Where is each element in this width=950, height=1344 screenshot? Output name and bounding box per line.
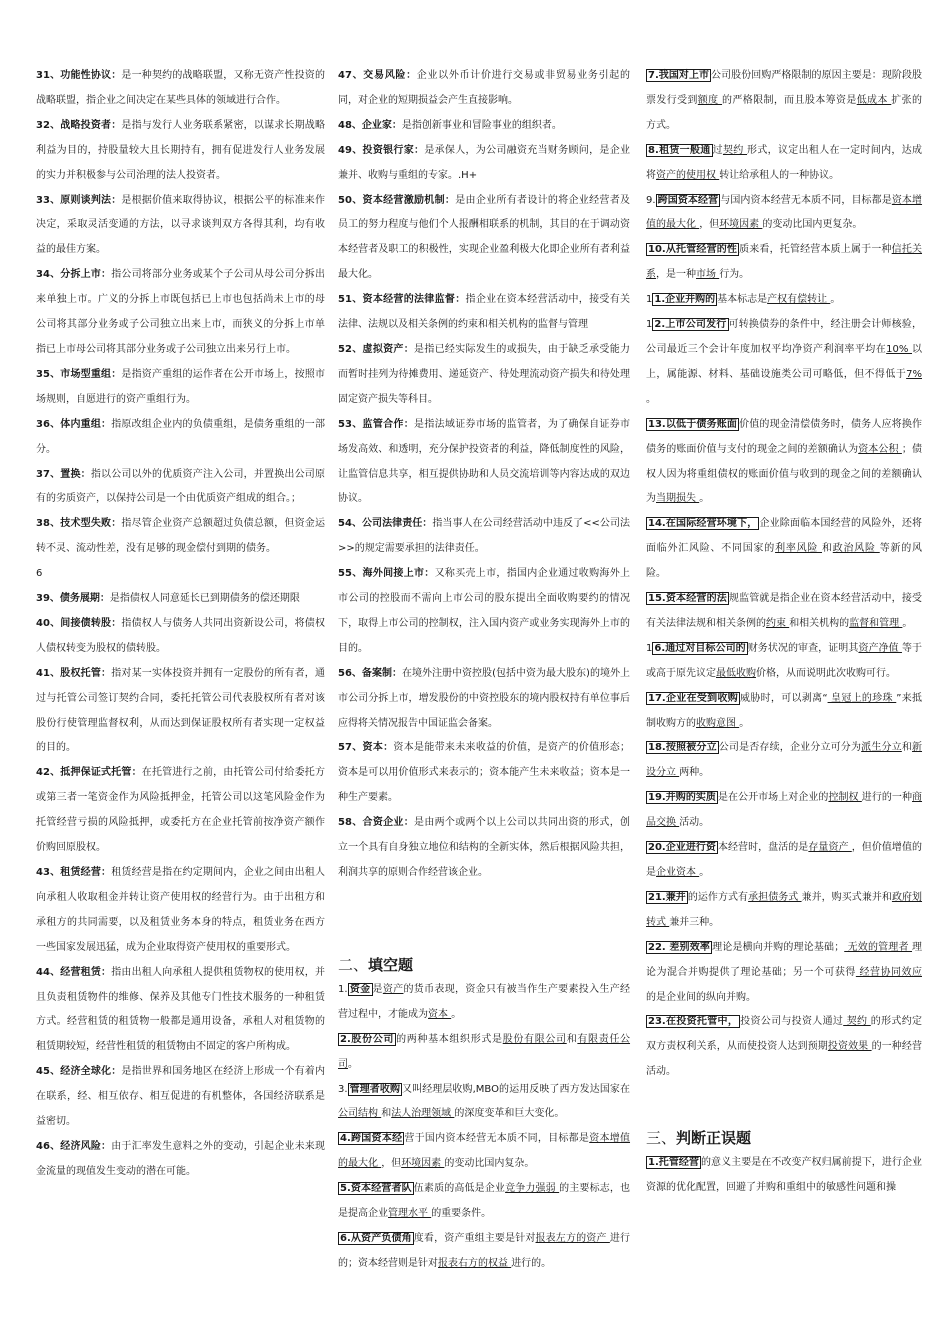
definition-body: 是指世界和国务地区在经济上形成一个有着内在联系，经、相互依存、相互促进的有机整体，各国经济联系是益密切。 [36, 1066, 325, 1128]
question-keyword: 15.资本经营的法 [648, 593, 727, 605]
question-text: 。 [699, 493, 710, 505]
definition-body: 是指已经实际发生的或损失，由于缺乏承受能力而暂时挂列为待摊费用、递延资产、待处理流动资产损失和待处理固定资产损失等科目。 [338, 343, 630, 405]
answer-blank: 监督和管理 [849, 617, 903, 629]
fill-in-question [646, 512, 922, 587]
definition-body: 又称买壳上市，指国内企业通过收购海外上市公司的控股而不需向上市公司的股东提出全面收购要约的情况下，取得上市公司的控制权，注入国内资产或业务实现海外上市的目的。 [338, 568, 630, 654]
section-number: 三、 [646, 1129, 677, 1148]
question-text: 。 [348, 1058, 358, 1070]
answer-blank: 低成本 [856, 94, 892, 106]
fill-in-question [338, 978, 630, 1028]
question-text: 等于或高于原先议定 [646, 642, 923, 679]
question-text: 的一种经营活动。 [646, 1041, 922, 1078]
question-text: 。 [739, 717, 750, 729]
question-text: 1 [646, 294, 653, 306]
answer-blank: 资本增值的最大化 [646, 194, 923, 231]
question-keyword: 4.跨国资本经 [340, 1133, 403, 1145]
question-text: 公司股份回购严格限制的原因主要是：现阶段股票发行受到 [646, 70, 922, 106]
question-text: 兼并三种。 [669, 916, 720, 928]
definition-body: 是根据价值来取得协议，根据公平的标准来作决定，采取灵活变通的方法，以寻求谈判双方各得其利，均有收益的最佳方案。 [36, 194, 325, 256]
fill-in-question [646, 836, 922, 886]
definition-term: 58、合资企业： [338, 817, 415, 829]
question-text: 与国内资本经营无本质不同，目标都是 [720, 194, 892, 206]
answer-blank: 控制权 [828, 792, 862, 804]
definition-term: 33、原则谈判法： [36, 194, 122, 206]
definition-entry [36, 512, 325, 562]
answer-blank: 法人治理领域 [391, 1108, 455, 1120]
answer-blank: 信托关系 [646, 244, 923, 281]
fill-in-question [646, 1010, 922, 1085]
question-text: 的深度变革和巨大变化。 [454, 1108, 565, 1120]
question-keyword: 8.租赁一般通 [648, 144, 711, 156]
question-text: 以上，属能源、材料、基础设施类公司可略低，但不得低于 [646, 343, 923, 380]
definition-body: 是承保人，为公司融资充当财务顾问，是企业兼并、收购与重组的专家。.H+ [338, 144, 630, 181]
definition-term: 32、战略投资者： [36, 119, 122, 131]
definition-body: 由于汇率发生意料之外的变动，引起企业未来现金流量的现值发生变动的潜在可能。 [36, 1140, 325, 1177]
definition-entry [36, 363, 325, 413]
answer-blank: 报表左方的资产 [535, 1232, 610, 1244]
true-false-question [646, 1151, 922, 1201]
question-keyword: 19.并购的实质 [648, 792, 716, 804]
question-text: 公司是否存续，企业分立可分为 [718, 742, 862, 754]
question-keyword: 17.企业在受到收购 [648, 692, 739, 704]
question-text: 度看，资产重组主要是针对 [413, 1232, 536, 1244]
column-middle [338, 64, 630, 1277]
answer-blank: 报表右方的权益 [438, 1257, 512, 1269]
definition-term: 45、经济全球化： [36, 1066, 122, 1078]
answer-blank: 收购意图 [696, 717, 740, 729]
fill-in-question [646, 139, 922, 189]
fill-in-question [338, 1078, 630, 1128]
definition-entry [36, 761, 325, 861]
definition-entry [36, 861, 325, 961]
answer-blank: 市场 [696, 269, 720, 281]
question-keyword: 1.企业并购的 [654, 294, 716, 306]
definition-entry [338, 562, 630, 662]
answer-blank: 无效的管理者 [844, 941, 913, 953]
definition-entry [36, 587, 325, 612]
question-keyword: 18.按照被分立 [648, 742, 717, 754]
answer-blank: 皇冠上的珍珠 [827, 692, 897, 704]
question-text: 本经营时，盘活的是 [717, 842, 809, 854]
answer-blank: 资产 [382, 983, 404, 995]
definition-term: 51、资本经营的法律监督： [338, 294, 466, 306]
fill-in-question [338, 1028, 630, 1078]
definition-term: 38、技术型失败： [36, 518, 122, 530]
fill-in-question [338, 1227, 630, 1277]
answer-blank: 商品交换 [646, 792, 923, 829]
question-keyword: 1.托管经营 [648, 1157, 699, 1169]
question-text: 是 [372, 983, 383, 995]
question-keyword: 6.从资产负债角 [340, 1232, 412, 1244]
answer-blank: 新设分立 [646, 742, 923, 779]
definition-term: 41、股权托管： [36, 667, 112, 679]
answer-blank: 经营协同效应 [855, 966, 922, 978]
question-text: 基本标志是 [717, 294, 768, 306]
question-text: 质来看，托管经营本质上属于一种 [739, 244, 892, 256]
definition-term: 34、分拆上市： [36, 269, 112, 281]
question-keyword: 14.在国际经营环境下， [648, 518, 758, 530]
answer-blank: 产权有偿转让 [767, 294, 831, 306]
answer-blank: 资产净值 [858, 642, 902, 654]
definition-term: 37、置换： [36, 468, 91, 480]
question-text: 伍素质的高低是企业 [413, 1183, 506, 1195]
fill-in-question [646, 786, 922, 836]
question-keyword: 10.从托管经营的性 [648, 244, 738, 256]
definition-term: 50、资本经营激励机制： [338, 194, 456, 206]
question-text: 两种。 [679, 767, 710, 779]
answer-blank: 当期损失 [656, 493, 700, 505]
question-text: 和 [822, 543, 833, 555]
definition-term: 35、市场型重组： [36, 368, 122, 380]
question-keyword: 7.我国对上市 [648, 70, 710, 81]
question-text: 威胁时，可以剥离“ [740, 692, 828, 704]
definition-term: 47、交易风险： [338, 70, 417, 81]
answer-blank: 公司结构 [338, 1108, 382, 1120]
question-keyword: 2.上市公司发行 [654, 319, 727, 331]
definition-term: 49、投资银行家： [338, 144, 425, 156]
definition-entry [338, 662, 630, 737]
definition-body: 是一种契约的战略联盟，又称无资产性投资的战略联盟，指企业之间决定在某些具体的领域进行合作。 [36, 70, 325, 106]
answer-blank: 有限责任公司 [338, 1033, 631, 1070]
answer-blank: 10% [886, 343, 913, 355]
question-text: 价格，从而说明此次收购可行。 [756, 667, 896, 679]
answer-blank: 额度 [697, 94, 723, 106]
answer-blank: 契约 [722, 144, 748, 156]
question-text: 的货币表现，资金只有被当作生产要素投入生产经营过程中，才能成为 [338, 983, 631, 1020]
column-left [36, 64, 325, 1185]
answer-blank: 资本 [428, 1008, 452, 1020]
definition-term: 31、功能性协议： [36, 70, 122, 81]
definition-body: 指以公司以外的优质资产注入公司，并置换出公司原有的劣质资产，以保持公司是一个由优质资产组成的组合。； [36, 468, 325, 505]
question-text: 过 [712, 144, 723, 156]
definition-term: 46、经济风险： [36, 1140, 112, 1152]
fill-in-question [646, 687, 922, 737]
question-text: 1. [338, 983, 348, 995]
definition-body: 是指资产重组的运作者在公开市场上，按照市场规则，自愿进行的资产重组行为。 [36, 368, 325, 405]
definition-term: 53、监管合作： [338, 418, 415, 430]
question-keyword: 23.在投资托管中， [648, 1016, 739, 1028]
definition-entry [36, 612, 325, 662]
definition-term: 36、体内重组： [36, 418, 112, 430]
definition-body: 是指债权人同意延长已到期债务的偿还期限 [109, 593, 300, 605]
question-keyword: 资金 [349, 983, 371, 995]
question-text: 理论为混合并购提供了理论基础；另一个可获得 [646, 941, 923, 978]
question-keyword: 管理者收购 [349, 1083, 401, 1095]
definition-body: 企业以外币计价进行交易或非贸易业务引起的同，对企业的短期损益会产生直接影响。 [338, 70, 631, 106]
definition-term: 43、租赁经营： [36, 867, 112, 878]
answer-blank: 约束 [766, 617, 790, 629]
definition-body: 资本是能带来未来收益的价值，是资产的价值形态；资本是可以用价值形式来表示的；资本能产生未来收益；资本是一种生产要素。 [338, 742, 631, 804]
definition-term: 40、间接债转股： [36, 617, 122, 629]
answer-blank: 承担债务式 [748, 891, 802, 903]
question-text: 等新的风险。 [646, 543, 922, 580]
question-text: 和相关机构的 [789, 617, 850, 629]
definition-body: 指原改组企业内的负债重组，是债务重组的一部分。 [36, 418, 325, 455]
definition-entry [338, 512, 630, 562]
definition-entry [36, 463, 325, 513]
question-text: ”来抵制收购方的 [646, 692, 923, 729]
answer-blank: 派生分立 [861, 742, 902, 754]
question-keyword: 6.通过对目标公司的 [654, 642, 746, 654]
fill-in-question [646, 886, 922, 936]
definition-entry [36, 1135, 325, 1185]
fill-in-question [646, 736, 922, 786]
question-keyword: 13.以低于债务账面 [648, 418, 738, 430]
definition-entry [36, 562, 325, 587]
answer-blank: 环境因素 [401, 1158, 445, 1170]
question-text: 又叫经理层收购,MBO的运用反映了西方发达国家在 [402, 1083, 630, 1095]
fill-in-question [646, 288, 922, 313]
question-text: 和 [566, 1033, 578, 1045]
answer-blank: 管理水平 [388, 1208, 432, 1220]
question-text: 活动。 [679, 817, 710, 829]
definition-term: 52、虚拟资产： [338, 343, 415, 355]
definition-entry [338, 288, 630, 338]
answer-blank: 投资效果 [827, 1041, 872, 1053]
definition-term: 54、公司法律责任： [338, 518, 433, 530]
question-text: 和 [381, 1108, 392, 1120]
question-text: 3. [338, 1083, 348, 1095]
question-keyword: 20.企业进行资 [648, 842, 716, 854]
definition-term: 57、资本： [338, 742, 394, 754]
answer-blank: 最低收购 [716, 667, 756, 679]
question-text: 进行的一种 [861, 792, 913, 804]
fill-in-question [646, 936, 922, 1011]
answer-blank: 竞争力强弱 [505, 1183, 560, 1195]
definition-entry [36, 413, 325, 463]
question-text: 财务状况的审查，证明其 [747, 642, 859, 654]
answer-blank: 资产的使用权 [656, 169, 720, 181]
definition-body: 是由两个或两个以上公司以共同出资的形式，创立一个具有自身独立地位和结构的全新实体，然后根据风险共担，利润共享的原则合作经营该企业。 [338, 817, 630, 878]
definition-body: 在境外注册中资控股(包括中资为最大股东)的境外上市公司分拆上市，增发股份的中资控股东的境内股权持有单位事后应得将关情况报告中国证监会备案。 [338, 667, 630, 729]
definition-term: 39、债务展期： [36, 593, 110, 605]
answer-blank: 利率风险 [775, 543, 823, 555]
definition-entry [338, 811, 630, 886]
definition-body: 在托管进行之前，由托管公司付给委托方或第三者一笔资金作为风险抵押金，托管公司以这笔风险金作为托管经营亏损的风险抵押，或委托方在企业托管前按净资产额作价购回原股权。 [36, 767, 325, 854]
question-text: ，但 [381, 1158, 402, 1170]
definition-entry [36, 64, 325, 114]
answer-blank: 资本增值的最大化 [338, 1133, 631, 1170]
question-text: ，但 [699, 219, 720, 231]
fill-in-question [646, 413, 922, 513]
question-text: 的意义主要是在不改变产权归属前提下，进行企业资源的优化配置，回避了并购和重组中的敏感性问题和操 [646, 1157, 922, 1194]
question-keyword: 跨国资本经营 [657, 194, 719, 206]
fill-in-question [646, 64, 922, 139]
question-text: 的变动比国内复杂。 [444, 1158, 535, 1170]
fill-in-question [646, 587, 922, 637]
definition-entry [338, 114, 630, 139]
definition-entry [36, 114, 325, 189]
definition-body: 指对某一实体投资并拥有一定股份的所有者，通过与托管公司签订契约合同，委托托管公司代表股权所有者对该股份行使管理监督权利，从而达到保证股权所有者实现一定权益的目的。 [36, 667, 325, 754]
answer-blank: 政府划转式 [646, 891, 923, 928]
definition-term: 48、企业家： [338, 119, 402, 131]
question-text: 。 [830, 294, 841, 306]
question-text: 的严格限制，而且股本筹资是 [722, 94, 857, 106]
fill-in-question [646, 637, 922, 687]
question-text: 可转换债券的条件中，经注册会计师核验，公司最近三个会计年度加权平均净资产利润率平均在 [646, 319, 922, 355]
section-heading-fill-in [338, 952, 630, 978]
question-text: 。 [451, 1008, 462, 1020]
definition-body: 是指与发行人业务联系紧密，以谋求长期战略利益为目的，持股量较大且长期持有，拥有促进发行人业务发展的实力并积极参与公司治理的法人投资者。 [36, 119, 325, 181]
definition-entry [338, 139, 630, 189]
question-text: 形式，议定出租人在一定时间内，达成将 [646, 144, 922, 181]
answer-blank: 环境因素 [719, 219, 763, 231]
question-text: 进行的；资本经营则是针对 [338, 1232, 631, 1269]
answer-blank: 资本公积 [858, 443, 902, 455]
definition-entry [338, 413, 630, 513]
question-keyword: 22. 差别效率 [648, 941, 711, 953]
question-keyword: 2.股份公司 [340, 1033, 395, 1045]
question-text: 的形式约定双方责权利关系，从而使投资人达到预期 [646, 1016, 922, 1053]
question-text: 。 [699, 867, 710, 878]
question-text: 营于国内资本经营无本质不同，目标都是 [404, 1133, 590, 1145]
definition-body: 指由出租人向承租人提供租赁物权的使用权，并且负责租赁物件的维修、保养及其他专门性技术服务的一种租赁方式。经营租赁的租赁物一般都是通用设备，承租人对租赁物的租赁期较短，经营性租赁的租赁物由不固定的客户所构成。 [36, 966, 325, 1053]
question-text: 的运作方式有 [687, 891, 749, 903]
definition-body: 指企业在资本经营活动中，接受有关法律、法规以及相关条例的约束和相关机构的监督与管理 [338, 294, 631, 331]
definition-term: 55、海外间接上市： [338, 568, 435, 580]
fill-in-question [646, 189, 922, 239]
definition-term: 56、备案制： [338, 667, 402, 679]
fill-in-question [338, 1177, 630, 1227]
definition-entry [36, 189, 325, 264]
answer-blank: 7% [906, 368, 922, 380]
definition-entry [338, 736, 630, 811]
definition-entry [36, 1060, 325, 1135]
section-heading-true-false [646, 1125, 922, 1151]
question-text: 规监管就是指企业在资本经营活动中，接受有关法律法规和相关条例的 [646, 593, 923, 629]
question-text: 和 [901, 742, 913, 754]
question-text: 的主要标志，也是提高企业 [338, 1183, 631, 1220]
definition-entry [36, 961, 325, 1061]
question-text: 行为。 [719, 269, 750, 281]
column-right [646, 64, 922, 1201]
definition-body: 是由企业所有者设计的将企业经营者及员工的努力程度与他们个人报酬相联系的机制，其目的在于调动资本经营者及职工的积极性，实现企业盈利极大化即企业所有者利益最大化。 [338, 194, 631, 281]
answer-blank: 企业资本 [656, 867, 700, 878]
section-title: 判断正误题 [676, 1129, 752, 1148]
question-text: 兼并，购买式兼并和 [801, 891, 892, 903]
question-text: 理论是横向并购的理论基础； [712, 941, 845, 953]
definition-entry [338, 338, 630, 413]
question-text: 扩张的方式。 [646, 94, 923, 131]
question-text: 企业除面临本国经营的风险外，还将面临外汇风险、不同国家的 [646, 518, 923, 555]
question-text: 的是企业间的纵向并购。 [646, 991, 756, 1003]
definition-term: 42、抵押保证式托管： [36, 767, 142, 779]
answer-blank: 契约 [843, 1016, 871, 1028]
fill-in-question [338, 1127, 630, 1177]
definition-body: 指当事人在公司经营活动中违反了<<公司法>>的规定需要承担的法律责任。 [338, 518, 630, 555]
question-text: 。 [646, 393, 656, 405]
section-title: 填空题 [368, 955, 414, 974]
definition-body: 是指创新事业和冒险事业的组织者。 [401, 119, 562, 131]
question-text: 价值的现金清偿债务时，债务人应将换作债务的账面价值与支付的现金之间的差额确认为 [646, 418, 923, 455]
answer-blank: 股份有限公司 [502, 1033, 567, 1045]
question-text: 是在公开市场上对企业的 [717, 792, 829, 804]
definition-entry [36, 662, 325, 762]
question-text: 1 [646, 642, 653, 654]
question-text: 的两种基本组织形式是 [396, 1033, 503, 1045]
fill-in-question [646, 238, 922, 288]
definition-entry [338, 189, 630, 289]
question-text: ；债权人因为将重组债权的账面价值与收到的现金之间的差额确认为 [646, 443, 922, 505]
definition-body: 是指法域证券市场的监管者，为了确保自证券市场发高效、和透明，充分保护投资者的利益，降低制度性的风险，让监管信息共享，相互提供协助和人员交流培训等内容达成的双边协议。 [338, 418, 630, 505]
question-keyword: 5.资本经营者队 [340, 1183, 412, 1195]
answer-blank: 存量资产 [808, 842, 852, 854]
definition-body: 指债权人与债务人共同出资新设公司，将债权人债权转变为股权的债转股。 [36, 617, 325, 654]
definition-body: 租赁经营是指在约定期间内，企业之间由出租人向承租人收取租金并转让资产使用权的经营行为。由于出租方和承租方的共同需要，以及租赁业务本身的特点，租赁业务在西方一些国家发展迅猛，成为企业取得资产使用权的重要形式。 [36, 867, 325, 953]
question-text: 的重要条件。 [431, 1208, 492, 1220]
question-text: 9. [646, 194, 656, 206]
question-text: 的变动比国内更复杂。 [762, 219, 863, 231]
question-text: 投资公司与投资人通过 [740, 1016, 844, 1028]
question-text: 进行的。 [511, 1257, 552, 1269]
question-text: ，是一种 [656, 269, 696, 281]
question-text: 转让给承租人的一种协议。 [719, 169, 840, 181]
definition-entry [36, 263, 325, 363]
definition-body: 指公司将部分业务或某个子公司从母公司分拆出来单独上市。广义的分拆上市既包括已上市也包括尚未上市的母公司将其部分业务或子公司独立出来上市，而狭义的分拆上市单指已上市母公司将其部分业务或子公司独立出来另行上市。 [36, 269, 325, 355]
definition-body: 6 [36, 568, 43, 580]
question-keyword: 21.兼并 [648, 891, 686, 903]
question-text: 1 [646, 319, 653, 331]
definition-body: 指尽管企业资产总额超过负债总额，但资金运转不灵、流动性差，没有足够的现金偿付到期的债务。 [36, 518, 325, 555]
definition-term: 44、经营租赁： [36, 966, 112, 978]
definition-entry [338, 64, 630, 114]
question-text: ，但价值增值的是 [646, 842, 923, 878]
question-text: 。 [902, 617, 913, 629]
fill-in-question [646, 313, 922, 413]
answer-blank: 政治风险 [832, 543, 880, 555]
section-number: 二、 [338, 955, 369, 974]
